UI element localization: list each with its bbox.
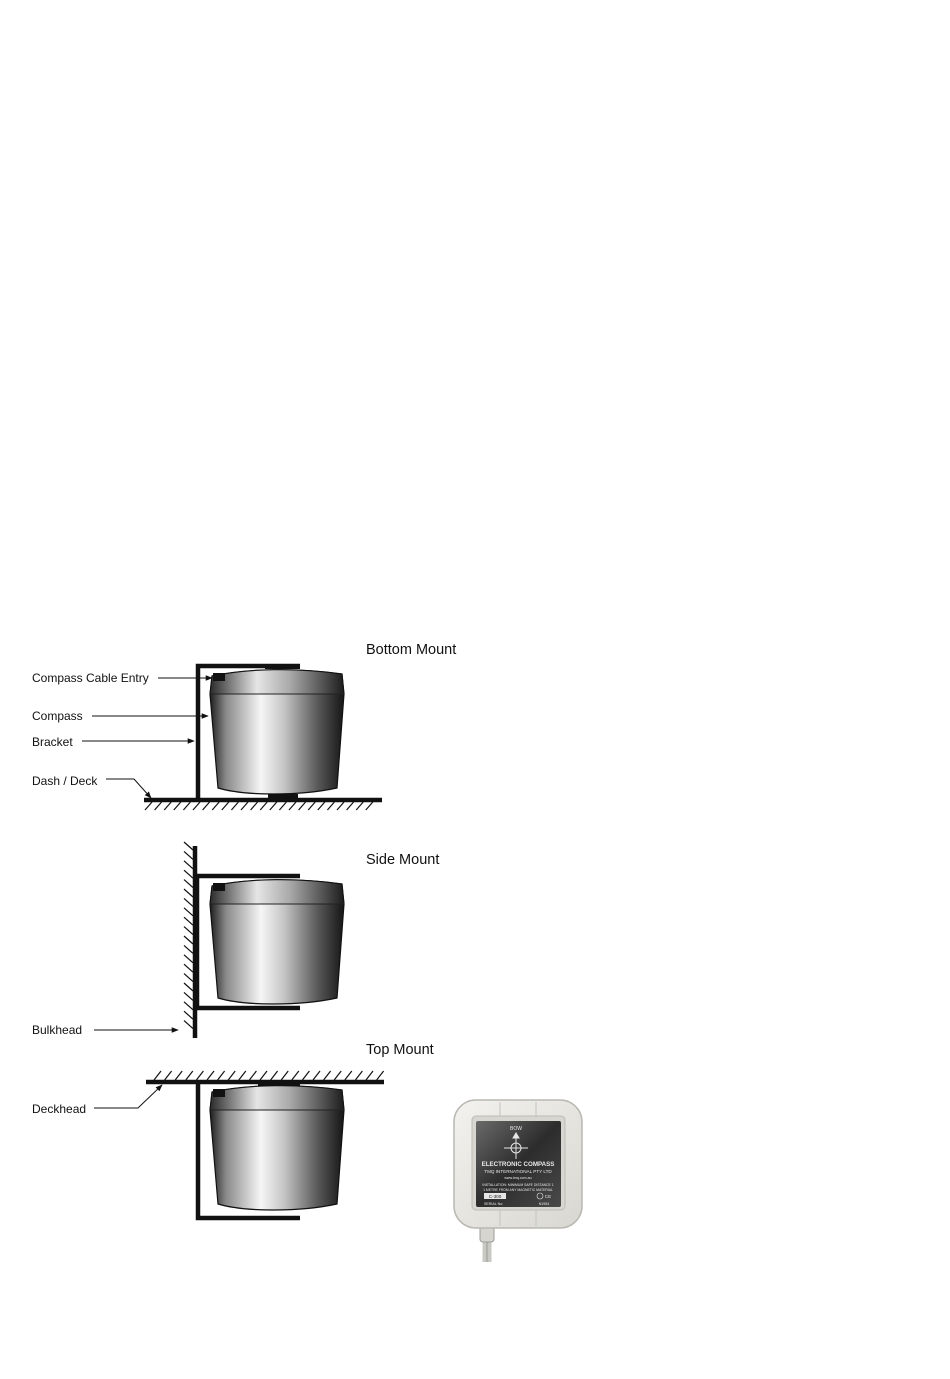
bottom-mount-title: Bottom Mount (366, 642, 457, 658)
hatch-mark (377, 1071, 384, 1080)
hatch-mark (154, 1071, 161, 1080)
top-mount-diagram (32, 1042, 434, 1218)
hatch-mark (184, 945, 193, 953)
hatch-mark (271, 1071, 278, 1080)
dash-deck-label: Dash / Deck (32, 774, 98, 788)
device-heading-text: BOW (510, 1126, 522, 1132)
device-approval-mark: CE (544, 1194, 552, 1199)
hatch-mark (193, 802, 200, 810)
compass-housing (210, 670, 344, 794)
hatch-mark (241, 802, 248, 810)
hatch-mark (184, 927, 193, 935)
hatch-mark (260, 1071, 267, 1080)
hatch-mark (212, 802, 219, 810)
hatch-mark (184, 908, 193, 916)
deckhead-hatching (154, 1071, 384, 1080)
hatch-mark (270, 802, 277, 810)
device-model-text: C-300 (488, 1194, 502, 1199)
hatch-mark (184, 1002, 193, 1010)
device-note-line1: INSTALLATION: MINIMUM SAFE DISTANCE 1 (482, 1183, 554, 1187)
hatch-mark (145, 802, 152, 810)
hatch-mark (184, 889, 193, 897)
hatch-mark (289, 802, 296, 810)
hatch-mark (184, 983, 193, 991)
hatch-mark (222, 802, 229, 810)
hatch-mark (175, 1071, 182, 1080)
deckhead-leader (94, 1085, 162, 1108)
hatch-mark (203, 802, 210, 810)
hatch-mark (347, 802, 354, 810)
cable-entry-label: Compass Cable Entry (32, 671, 149, 685)
device-url-text: www.tmq.com.au (504, 1176, 532, 1180)
top-mount-title: Top Mount (366, 1042, 434, 1058)
device-serial-label: SERIAL No: (484, 1202, 504, 1206)
hatch-mark (183, 802, 190, 810)
hatch-mark (184, 898, 193, 906)
hatch-mark (292, 1071, 299, 1080)
hatch-mark (324, 1071, 331, 1080)
hatch-mark (184, 964, 193, 972)
deckhead-label: Deckhead (32, 1102, 87, 1116)
hatch-mark (228, 1071, 235, 1080)
hatch-mark (174, 802, 181, 810)
bulkhead-hatching (184, 842, 193, 1029)
hatch-mark (231, 802, 238, 810)
hatch-mark (345, 1071, 352, 1080)
hatch-mark (366, 802, 373, 810)
hatch-mark (251, 802, 258, 810)
hatch-mark (279, 802, 286, 810)
bracket-label: Bracket (32, 735, 73, 749)
bulkhead-label: Bulkhead (32, 1023, 83, 1037)
hatch-mark (184, 870, 193, 878)
hatch-mark (281, 1071, 288, 1080)
device-note-line2: 1 METRE FROM ANY MAGNETIC MATERIAL (483, 1188, 553, 1192)
hatch-mark (184, 917, 193, 925)
hatch-mark (164, 802, 171, 810)
hatch-mark (184, 992, 193, 1000)
bottom-mount-diagram (32, 642, 456, 810)
hatch-mark (355, 1071, 362, 1080)
hatch-mark (207, 1071, 214, 1080)
hatch-mark (184, 1011, 193, 1019)
compass-label: Compass (32, 709, 83, 723)
side-mount-title: Side Mount (366, 852, 440, 868)
hatch-mark (186, 1071, 193, 1080)
hatch-mark (184, 955, 193, 963)
hatch-mark (184, 851, 193, 859)
electronic-compass-photo (454, 1100, 582, 1262)
device-code-text: N1954 (538, 1202, 550, 1206)
hatch-mark (337, 802, 344, 810)
hatch-mark (334, 1071, 341, 1080)
hatch-mark (165, 1071, 172, 1080)
device-maker-text: TMQ INTERNATIONAL PTY LTD (484, 1169, 552, 1174)
side-compass-housing (210, 880, 344, 1004)
hatch-mark (249, 1071, 256, 1080)
side-mount-diagram (32, 842, 439, 1038)
hatch-mark (299, 802, 306, 810)
device-product-text: ELECTRONIC COMPASS (481, 1161, 555, 1168)
hatch-mark (239, 1071, 246, 1080)
hatch-mark (366, 1071, 373, 1080)
hatch-mark (218, 1071, 225, 1080)
hatch-mark (196, 1071, 203, 1080)
dash-deck-leader (106, 779, 151, 798)
hatch-mark (356, 802, 363, 810)
hatch-mark (184, 842, 193, 850)
hatch-mark (184, 1021, 193, 1029)
hatch-mark (184, 974, 193, 982)
hatch-mark (184, 861, 193, 869)
hatch-mark (302, 1071, 309, 1080)
hatch-mark (313, 1071, 320, 1080)
hatch-mark (155, 802, 162, 810)
hatch-mark (260, 802, 267, 810)
deck-hatching (145, 802, 373, 810)
hatch-mark (184, 936, 193, 944)
hatch-mark (327, 802, 334, 810)
hatch-mark (308, 802, 315, 810)
hatch-mark (318, 802, 325, 810)
hatch-mark (184, 880, 193, 888)
top-compass-housing (210, 1086, 344, 1210)
